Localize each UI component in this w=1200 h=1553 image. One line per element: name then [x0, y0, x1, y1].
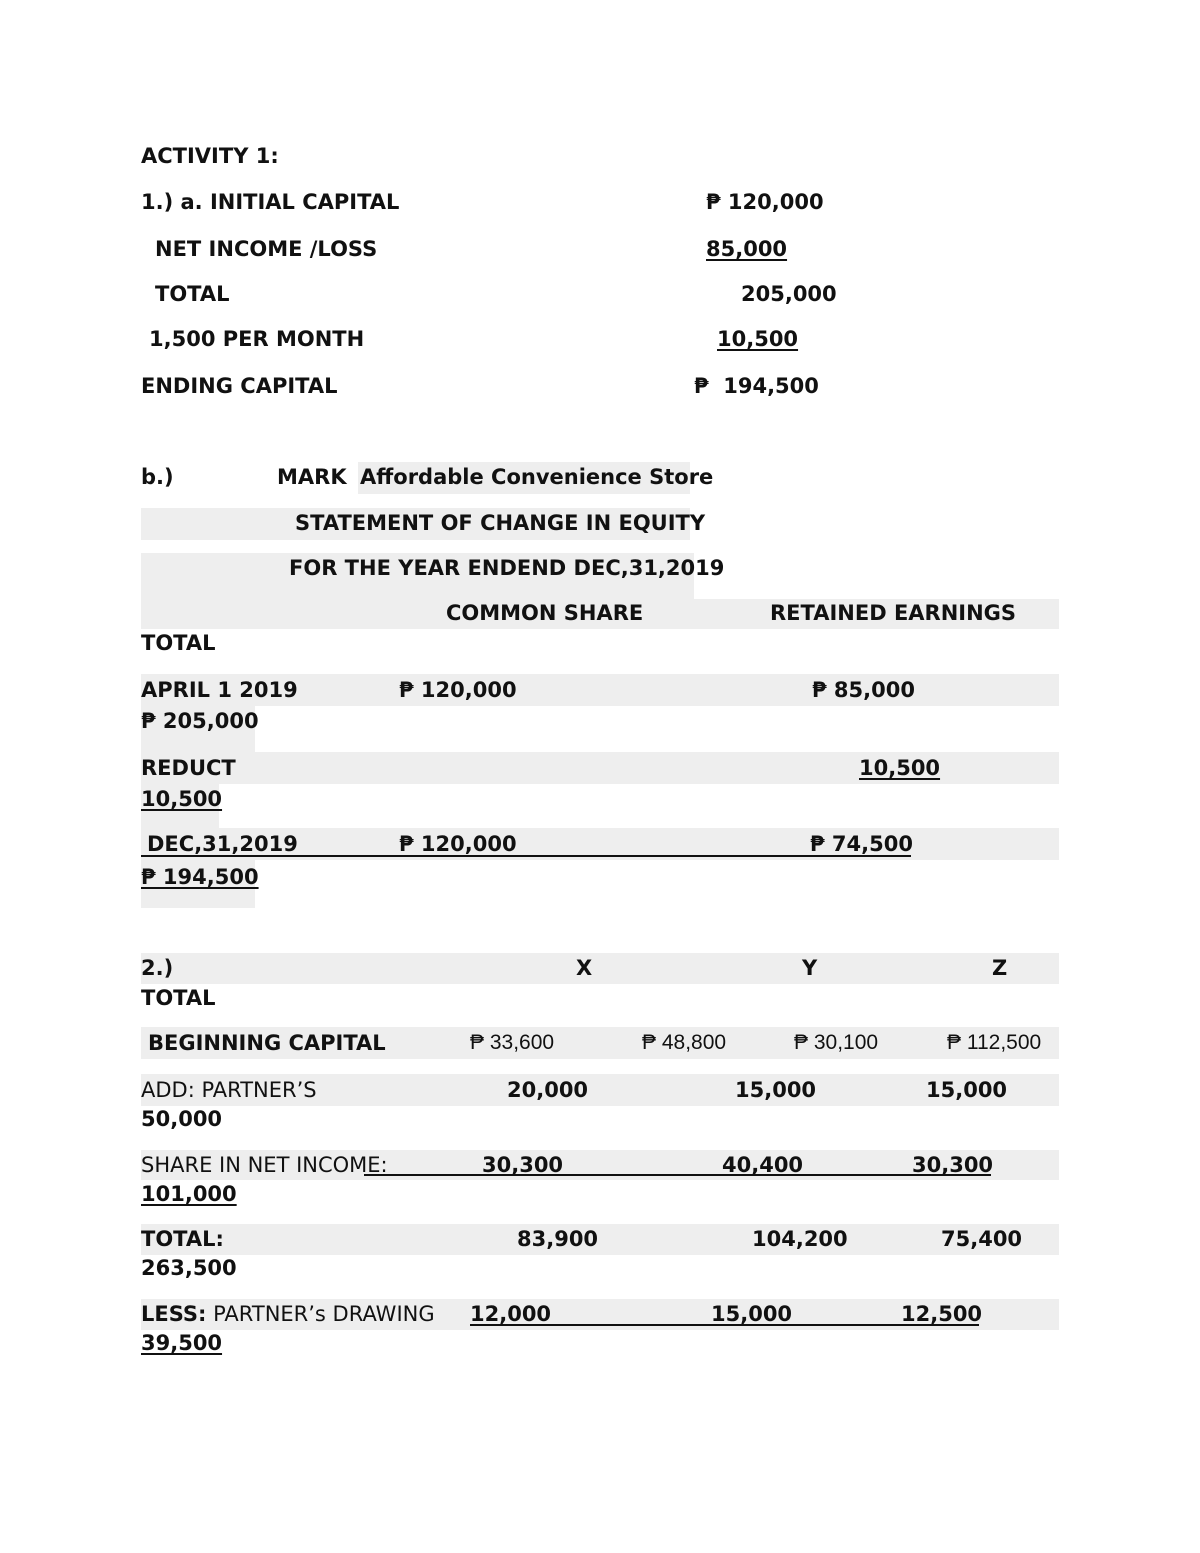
net-income-value: 85,000	[706, 237, 788, 261]
add-y: 15,000	[735, 1078, 817, 1102]
beginning-total: ₱ 112,500	[947, 1031, 1042, 1054]
header-retained-earnings: RETAINED EARNINGS	[770, 601, 1017, 625]
subtotal-label: TOTAL:	[141, 1227, 224, 1251]
drawing-total: 39,500	[141, 1331, 223, 1355]
owner-name: MARK	[277, 465, 347, 489]
per-month-label: 1,500 PER MONTH	[149, 327, 365, 351]
drawing-label-rest: PARTNER’s DRAWING	[206, 1302, 435, 1326]
drawing-z: 12,500	[901, 1302, 983, 1326]
header-total: TOTAL	[141, 631, 216, 655]
april-retained: ₱ 85,000	[812, 678, 915, 702]
ending-capital-value: ₱ 194,500	[694, 374, 819, 398]
ending-capital-label: ENDING CAPITAL	[141, 374, 338, 398]
beginning-capital-label: BEGINNING CAPITAL	[148, 1031, 386, 1055]
drawing-x: 12,000	[470, 1302, 552, 1326]
dec-retained: ₱ 74,500	[810, 832, 913, 856]
beginning-y: ₱ 48,800	[642, 1031, 727, 1054]
initial-capital-value: ₱ 120,000	[706, 190, 824, 214]
april-label: APRIL 1 2019	[141, 678, 298, 702]
beginning-x: ₱ 33,600	[470, 1031, 555, 1054]
share-total: 101,000	[141, 1182, 237, 1206]
per-month-value: 10,500	[717, 327, 799, 351]
subtotal-y: 104,200	[752, 1227, 848, 1251]
dec-common: ₱ 120,000	[399, 832, 517, 856]
reduct-retained: 10,500	[859, 756, 941, 780]
dec-label: DEC,31,2019	[147, 832, 298, 856]
activity-title: ACTIVITY 1:	[141, 144, 279, 168]
dec-total: ₱ 194,500	[141, 865, 259, 889]
subtotal-x: 83,900	[517, 1227, 599, 1251]
share-z: 30,300	[912, 1153, 994, 1177]
header-y: Y	[802, 956, 818, 980]
header-total-2: TOTAL	[141, 986, 216, 1010]
header-common-share: COMMON SHARE	[446, 601, 644, 625]
add-x: 20,000	[507, 1078, 589, 1102]
share-net-income-label: SHARE IN NET INCOME:	[141, 1153, 388, 1177]
add-total: 50,000	[141, 1107, 223, 1131]
add-z: 15,000	[926, 1078, 1008, 1102]
drawing-y: 15,000	[711, 1302, 793, 1326]
subtotal-z: 75,400	[941, 1227, 1023, 1251]
beginning-z: ₱ 30,100	[794, 1031, 879, 1054]
net-income-label: NET INCOME /LOSS	[155, 237, 378, 261]
share-x: 30,300	[482, 1153, 564, 1177]
share-y: 40,400	[722, 1153, 804, 1177]
total-label: TOTAL	[155, 282, 230, 306]
store-name: Affordable Convenience Store	[360, 465, 714, 489]
statement-title: STATEMENT OF CHANGE IN EQUITY	[295, 511, 706, 535]
total-value: 205,000	[741, 282, 837, 306]
drawing-label-less: LESS:	[141, 1302, 207, 1326]
subtotal-total: 263,500	[141, 1256, 237, 1280]
initial-capital-label: 1.) a. INITIAL CAPITAL	[141, 190, 400, 214]
header-z: Z	[992, 956, 1008, 980]
reduct-label: REDUCT	[141, 756, 236, 780]
april-total: ₱ 205,000	[141, 709, 259, 733]
statement-period: FOR THE YEAR ENDEND DEC,31,2019	[289, 556, 725, 580]
drawing-label	[141, 1301, 435, 1327]
add-partner-label: ADD: PARTNER’S	[141, 1078, 317, 1102]
april-common: ₱ 120,000	[399, 678, 517, 702]
part-2-prefix: 2.)	[141, 956, 174, 980]
reduct-total: 10,500	[141, 787, 223, 811]
part-b-prefix: b.)	[141, 465, 174, 489]
header-x: X	[576, 956, 593, 980]
